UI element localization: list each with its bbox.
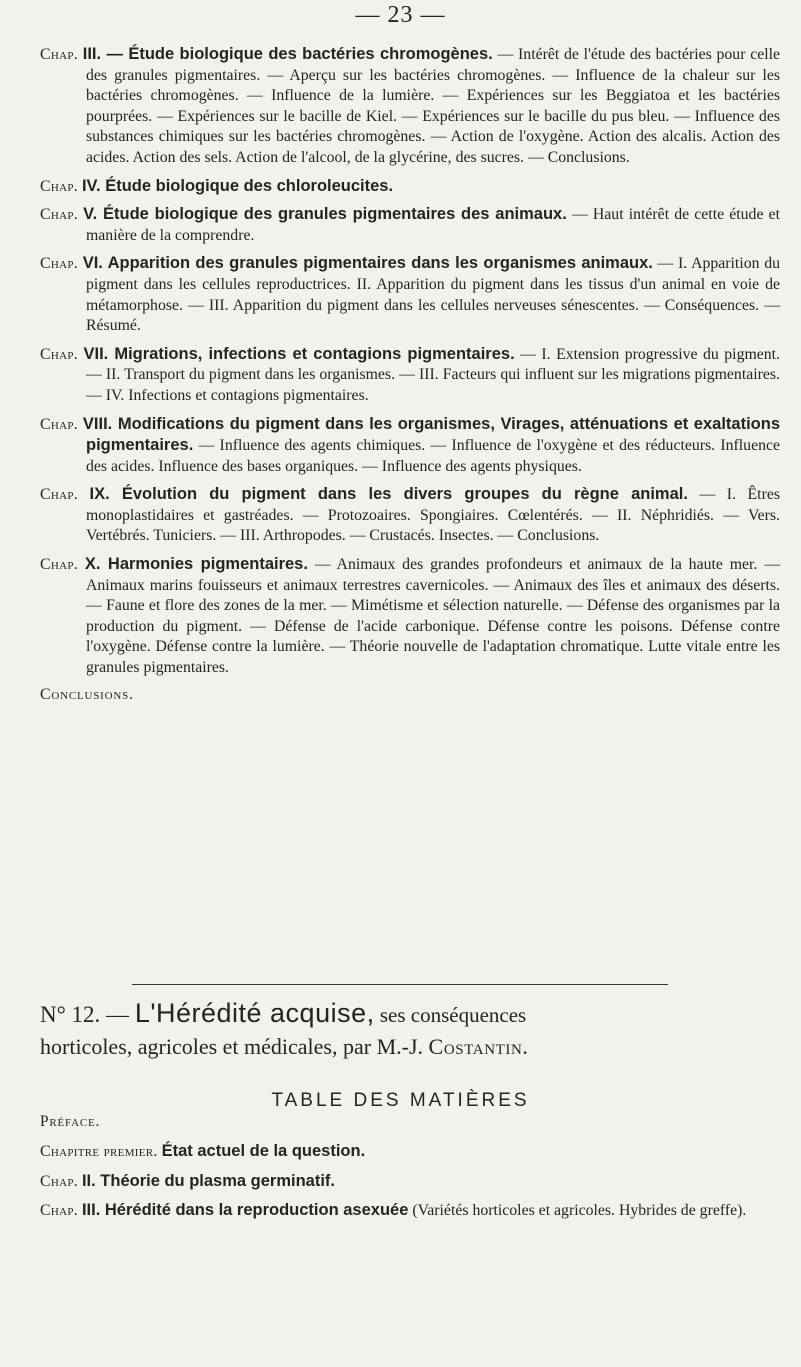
preface-entry: Préface. <box>40 1113 101 1130</box>
chapter-title: État actuel de la question. <box>161 1142 366 1160</box>
chapter-title: IX. Évolution du pigment dans les divers groupes du règne animal. <box>89 485 688 504</box>
chapter-summary: — I. Êtres monoplastidaires et gastréades. — Protozoaires. Spongiaires. Cœlentérés. — II. Néphridiés. — Vers. Vertébrés. Tuniciers. — III. Arthropodes. — Crustacés. Insectes. — Conclusions. <box>86 486 780 545</box>
chapter-label: Chap. <box>40 1172 78 1190</box>
chapter-title: V. Étude biologique des granules pigmentaires des animaux. <box>83 205 567 224</box>
chapter-title: III. — Étude biologique des bactéries chromogènes. <box>82 45 493 63</box>
book-heading <box>40 998 780 1062</box>
book-subtitle-start: ses conséquences <box>374 1003 527 1027</box>
chapter-summary: — Haut intérêt de cette étude et manière de la comprendre. <box>86 206 781 244</box>
book-number: N° 12. — <box>40 1002 135 1027</box>
chapter-summary: — Influence des agents chimiques. — Influence de l'oxygène et des réducteurs. Influence des acides. Influence des bases organiques. — Influence des agents physiques. <box>86 437 780 475</box>
page-number: — 23 — <box>355 2 446 28</box>
chapter-label: Chap. <box>40 486 78 504</box>
chapter-title: III. Hérédité dans la reproduction asexuée <box>81 1201 409 1220</box>
table-of-contents <box>40 44 780 704</box>
chapter-title: IV. Étude biologique des chloroleucites. <box>81 176 394 195</box>
conclusions-entry: Conclusions. <box>40 685 134 703</box>
toc-entry-chap-10 <box>40 554 780 679</box>
toc-entry-chap-6 <box>40 253 780 336</box>
chapter-label: Chap. <box>40 415 78 433</box>
book-author: Costantin. <box>428 1034 529 1059</box>
section-divider <box>132 984 668 985</box>
chapter-title: VII. Migrations, infections et contagions pigmentaires. <box>83 344 515 363</box>
chapter-label: Chap. <box>40 46 78 63</box>
toc-entry-chap-2 <box>40 1171 780 1193</box>
chapter-title: II. Théorie du plasma germinatif. <box>81 1171 336 1190</box>
toc-entry-chap-8 <box>40 414 780 478</box>
toc-entry-chap-3b <box>40 1200 780 1222</box>
toc-entry-chap-9 <box>40 484 780 547</box>
chapter-label: Chap. <box>40 255 78 273</box>
chapter-label: Chap. <box>40 177 78 195</box>
chapter-summary: (Variétés horticoles et agricoles. Hybrides de greffe). <box>408 1202 747 1220</box>
toc-entry-chap-5 <box>40 204 780 246</box>
chapter-title: VIII. Modifications du pigment dans les organismes, Virages, atténuations et exaltations pigmentaires. <box>82 414 780 455</box>
chapter-title: X. Harmonies pigmentaires. <box>84 555 308 574</box>
book-subtitle-end: horticoles, agricoles et médicales, par M.-J. <box>40 1034 429 1059</box>
chapter-label: Chapitre premier. <box>40 1143 158 1160</box>
toc-entry-chap-1 <box>40 1141 780 1163</box>
toc-entry-chap-3 <box>40 44 780 169</box>
chapter-label: Chap. <box>40 1202 78 1220</box>
chapter-summary: — I. Extension progressive du pigment. — II. Transport du pigment dans les organismes. — III. Facteurs qui influent sur les migrations pigmentaires. — IV. Infections et contagions pigmentaires. <box>86 345 781 404</box>
chapter-summary: — Animaux des grandes profondeurs et animaux de la haute mer. — Animaux marins fouisseurs et animaux terrestres cavernicoles. — Animaux des îles et animaux des déserts. — Faune et flore des zones de la mer. — Mimétisme et sélection naturelle. — Défense des organismes par la production du pigment. — Défense de l'acide carbonique. Défense contre les poisons. Défense contre l'oxygène. Défense contre la lumière. — Théorie nouvelle de l'adaptation chromatique. Lutte vitale entre les granules pigmentaires. <box>86 556 780 677</box>
toc-entry-chap-4 <box>40 176 780 198</box>
chapter-title: VI. Apparition des granules pigmentaires dans les organismes animaux. <box>82 254 653 273</box>
toc-entry-chap-7 <box>40 344 780 407</box>
chapter-label: Chap. <box>40 345 78 363</box>
table-of-contents-heading: TABLE DES MATIÈRES <box>271 1090 530 1111</box>
book-title: L'Hérédité acquise, <box>134 998 375 1028</box>
chapter-label: Chap. <box>40 206 78 224</box>
chapter-summary: — I. Apparition du pigment dans les cellules reproductrices. II. Apparition du pigment dans les tissus d'un animal en voie de métamorphose. — III. Apparition du pigment dans les cellules nerveuses sénescentes. — Conséquences. — Résumé. <box>86 255 780 335</box>
book-table-of-contents <box>40 1113 780 1230</box>
chapter-summary: — Intérêt de l'étude des bactéries pour celle des granules pigmentaires. — Aperçu sur les bactéries chromogènes. — Influence de la chaleur sur les bactéries chromogènes. — Influence de la lumière. — Expériences sur les Beggiatoa et les bactéries pourprées. — Expériences sur le bacille de Kiel. — Expériences sur le bacille du pus bleu. — Influence des substances chimiques sur les bactéries chromogènes. — Action de l'oxygène. Action des alcalis. Action des acides. Action des sels. Action de l'alcool, de la glycérine, des sucres. — Conclusions. <box>86 46 781 166</box>
chapter-label: Chap. <box>40 556 78 574</box>
